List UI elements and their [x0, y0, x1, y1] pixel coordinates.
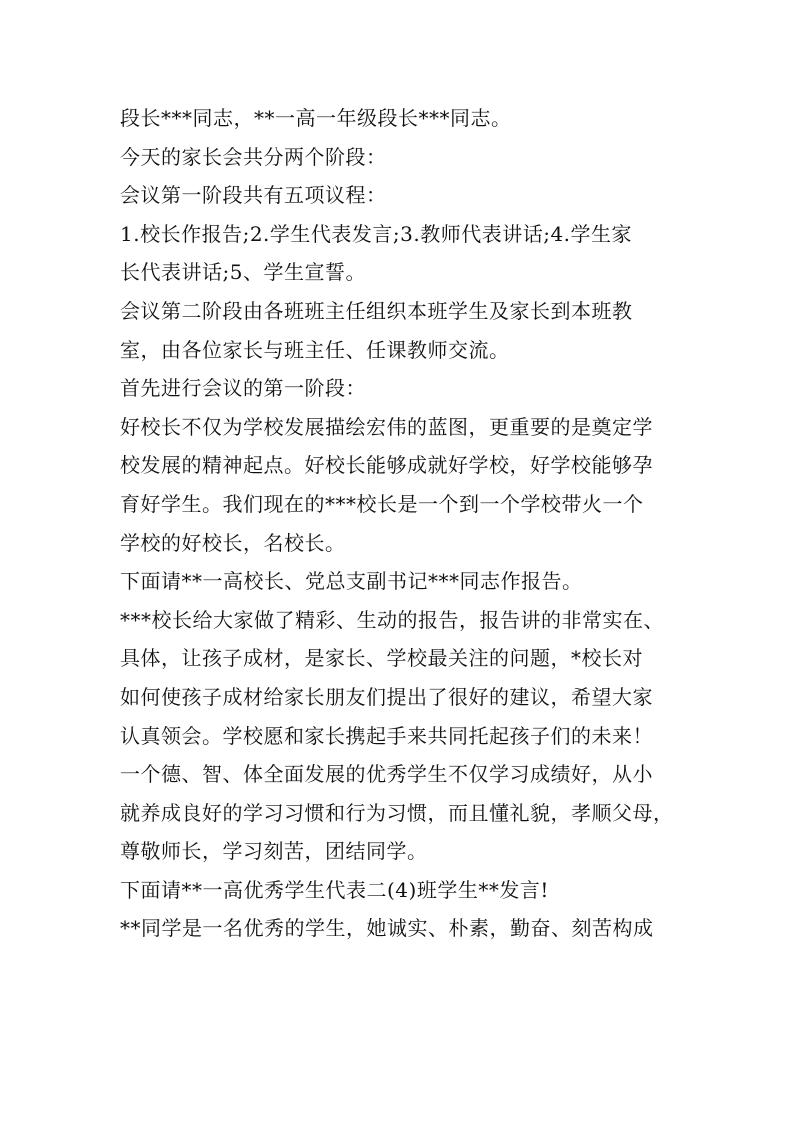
text-line: 认真领会。学校愿和家长携起手来共同托起孩子们的未来！	[120, 723, 653, 748]
text-line: 具体，让孩子成材，是家长、学校最关注的问题，*校长对	[120, 646, 643, 671]
text-line: 一个德、智、体全面发展的优秀学生不仅学习成绩好，从小	[120, 762, 653, 787]
text-line: 好校长不仅为学校发展描绘宏伟的蓝图，更重要的是奠定学	[120, 414, 653, 439]
text-line: 1.校长作报告;2.学生代表发言;3.教师代表讲话;4.学生家	[120, 221, 633, 246]
text-line: ***校长给大家做了精彩、生动的报告，报告讲的非常实在、	[120, 607, 664, 632]
text-line: **同学是一名优秀的学生，她诚实、朴素，勤奋、刻苦构成	[120, 916, 654, 941]
text-line: 下面请**一高校长、党总支副书记***同志作报告。	[120, 569, 583, 594]
text-line: 育好学生。我们现在的***校长是一个到一个学校带火一个	[120, 491, 644, 516]
text-line: 室，由各位家长与班主任、任课教师交流。	[120, 337, 510, 362]
document-body	[120, 99, 680, 948]
text-line: 长代表讲话;5、学生宣誓。	[120, 260, 366, 285]
text-line: 就养成良好的学习习惯和行为习惯，而且懂礼貌，孝顺父母，	[120, 800, 674, 825]
text-line: 会议第二阶段由各班班主任组织本班学生及家长到本班教	[120, 298, 633, 323]
text-line: 会议第一阶段共有五项议程：	[120, 183, 387, 208]
text-line: 下面请**一高优秀学生代表二(4)班学生**发言!	[120, 877, 549, 902]
text-line: 段长***同志，**一高一年级段长***同志。	[120, 106, 512, 130]
text-line: 校发展的精神起点。好校长能够成就好学校，好学校能够孕	[120, 453, 653, 478]
text-line: 学校的好校长，名校长。	[120, 530, 346, 555]
text-line: 如何使孩子成材给家长朋友们提出了很好的建议，希望大家	[120, 684, 653, 709]
text-line: 今天的家长会共分两个阶段：	[120, 144, 387, 169]
text-line: 尊敬师长，学习刻苦，团结同学。	[120, 839, 428, 864]
text-line: 首先进行会议的第一阶段：	[120, 376, 366, 401]
